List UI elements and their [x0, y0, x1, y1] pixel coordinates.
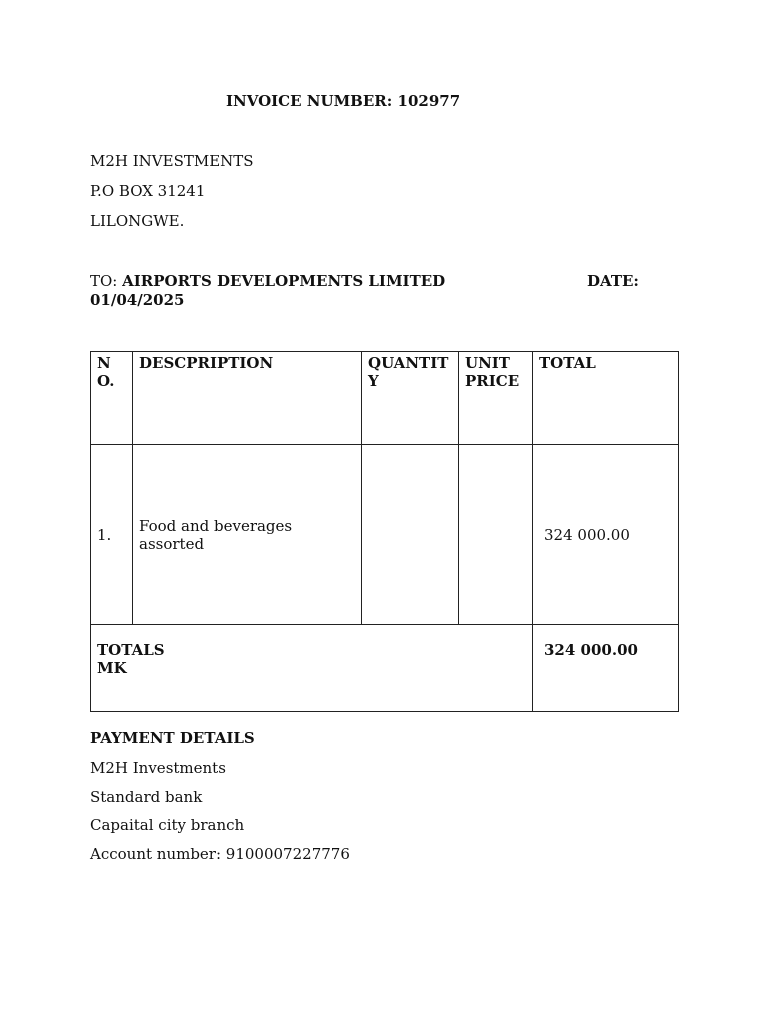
recipient-line: [90, 272, 650, 310]
totals-label-text: TOTALS MK: [97, 641, 165, 677]
payment-branch: Capaital city branch: [90, 816, 245, 834]
header-no: NO.: [91, 352, 133, 445]
header-quantity: QUANTITY: [362, 352, 459, 445]
totals-row: [91, 625, 679, 712]
payment-bank: Standard bank: [90, 788, 203, 806]
row-quantity: [362, 445, 459, 625]
row-description: Food and beverages assorted: [133, 445, 362, 625]
payment-account-name: M2H Investments: [90, 759, 226, 777]
row-total: 324 000.00: [533, 445, 679, 625]
totals-value: 324 000.00: [533, 625, 679, 712]
to-prefix: TO:: [90, 272, 123, 290]
payment-account-number: Account number: 9100007227776: [90, 845, 350, 863]
sender-po-box: P.O BOX 31241: [90, 182, 206, 200]
date-label: DATE:: [587, 272, 639, 290]
sender-city: LILONGWE.: [90, 212, 185, 230]
payment-details-heading: PAYMENT DETAILS: [90, 729, 255, 747]
sender-name: M2H INVESTMENTS: [90, 152, 254, 170]
header-description: DESCPRIPTION: [133, 352, 362, 445]
row-no: 1.: [91, 445, 133, 625]
header-total: TOTAL: [533, 352, 679, 445]
invoice-number: INVOICE NUMBER: 102977: [226, 92, 461, 110]
table-row: [91, 445, 679, 625]
row-unit-price: [459, 445, 533, 625]
recipient-company: AIRPORTS DEVELOPMENTS LIMITED: [122, 272, 446, 290]
invoice-items-table: [90, 351, 679, 712]
totals-label: [91, 625, 533, 712]
header-unit-price: UNIT PRICE: [459, 352, 533, 445]
table-header-row: [91, 352, 679, 445]
date-value: 01/04/2025: [90, 291, 185, 309]
